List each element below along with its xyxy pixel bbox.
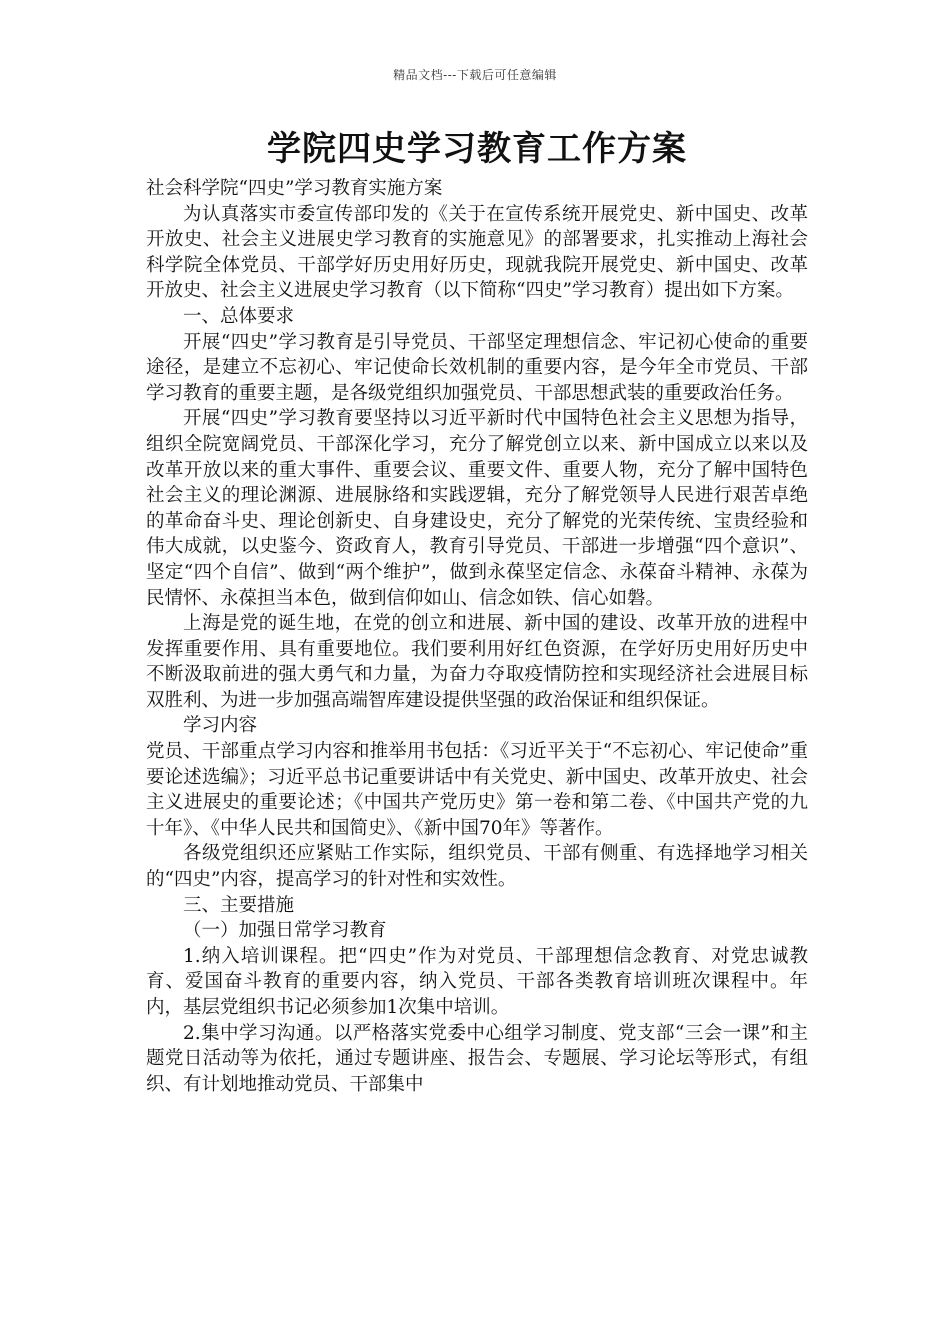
paragraph: 党员、干部重点学习内容和推举用书包括：《习近平关于“不忘初心、牢记使命”重要论述选编》；习近平总书记重要讲话中有关党史、新中国史、改革开放史、社会主义进展史的重要论述；《中国共产党历史》第一卷和第二卷、《中国共产党的九十年》、《中华人民共和国简史》、《新中国70年》等著作。 — [146, 741, 808, 839]
paragraph: 一、总体要求 — [183, 305, 295, 327]
paragraph: 2.集中学习沟通。以严格落实党委中心组学习制度、党支部“三会一课”和主题党日活动等为依托，通过专题讲座、报告会、专题展、学习论坛等形式，有组织、有计划地推动党员、干部集中 — [146, 1022, 808, 1095]
document-body — [146, 176, 808, 1097]
paragraph: 学习内容 — [183, 715, 258, 737]
paragraph: 1.纳入培训课程。把“四史”作为对党员、干部理想信念教育、对党忠诚教育、爱国奋斗教育的重要内容，纳入党员、干部各类教育培训班次课程中。年内，基层党组织书记必须参加1次集中培训。 — [146, 945, 808, 1018]
paragraph: 为认真落实市委宣传部印发的《关于在宣传系统开展党史、新中国史、改革开放史、社会主义进展史学习教育的实施意见》的部署要求，扎实推动上海社会科学院全体党员、干部学好历史用好历史，现就我院开展党史、新中国史、改革开放史、社会主义进展史学习教育（以下简称“四史”学习教育）提出如下方案。 — [146, 203, 808, 302]
paragraph: 上海是党的诞生地，在党的创立和进展、新中国的建设、改革开放的进程中发挥重要作用、具有重要地位。我们要利用好红色资源，在学好历史用好历史中不断汲取前进的强大勇气和力量，为奋力夺取疫情防控和实现经济社会进展目标双胜利、为进一步加强高端智库建设提供坚强的政治保证和组织保证。 — [146, 613, 808, 711]
paragraph: 社会科学院“四史”学习教育实施方案 — [146, 178, 443, 199]
header-note: 精品文档---下载后可任意编辑 — [393, 68, 557, 82]
document-page — [146, 124, 808, 1097]
document-title: 学院四史学习教育工作方案 — [267, 129, 687, 169]
paragraph: 开展“四史”学习教育是引导党员、干部坚定理想信念、牢记初心使命的重要途径，是建立不忘初心、牢记使命长效机制的重要内容，是今年全市党员、干部学习教育的重要主题，是各级党组织加强党员、干部思想武装的重要政治任务。 — [146, 331, 808, 404]
paragraph: 开展“四史”学习教育要坚持以习近平新时代中国特色社会主义思想为指导，组织全院宽阔党员、干部深化学习，充分了解党创立以来、新中国成立以来以及改革开放以来的重大事件、重要会议、重要文件、重要人物，充分了解中国特色社会主义的理论渊源、进展脉络和实践逻辑，充分了解党领导人民进行艰苦卓绝的革命奋斗史、理论创新史、自身建设史，充分了解党的光荣传统、宝贵经验和伟大成就，以史鉴今、资政育人，教育引导党员、干部进一步增强“四个意识”、坚定“四个自信”、做到“两个维护”，做到永葆坚定信念、永葆奋斗精神、永葆为民情怀、永葆担当本色，做到信仰如山、信念如铁、信心如磐。 — [146, 408, 808, 609]
paragraph: 三、主要措施 — [183, 894, 295, 916]
paragraph: 各级党组织还应紧贴工作实际，组织党员、干部有侧重、有选择地学习相关的“四史”内容，提高学习的针对性和实效性。 — [146, 843, 808, 891]
paragraph: （一）加强日常学习教育 — [183, 920, 387, 942]
